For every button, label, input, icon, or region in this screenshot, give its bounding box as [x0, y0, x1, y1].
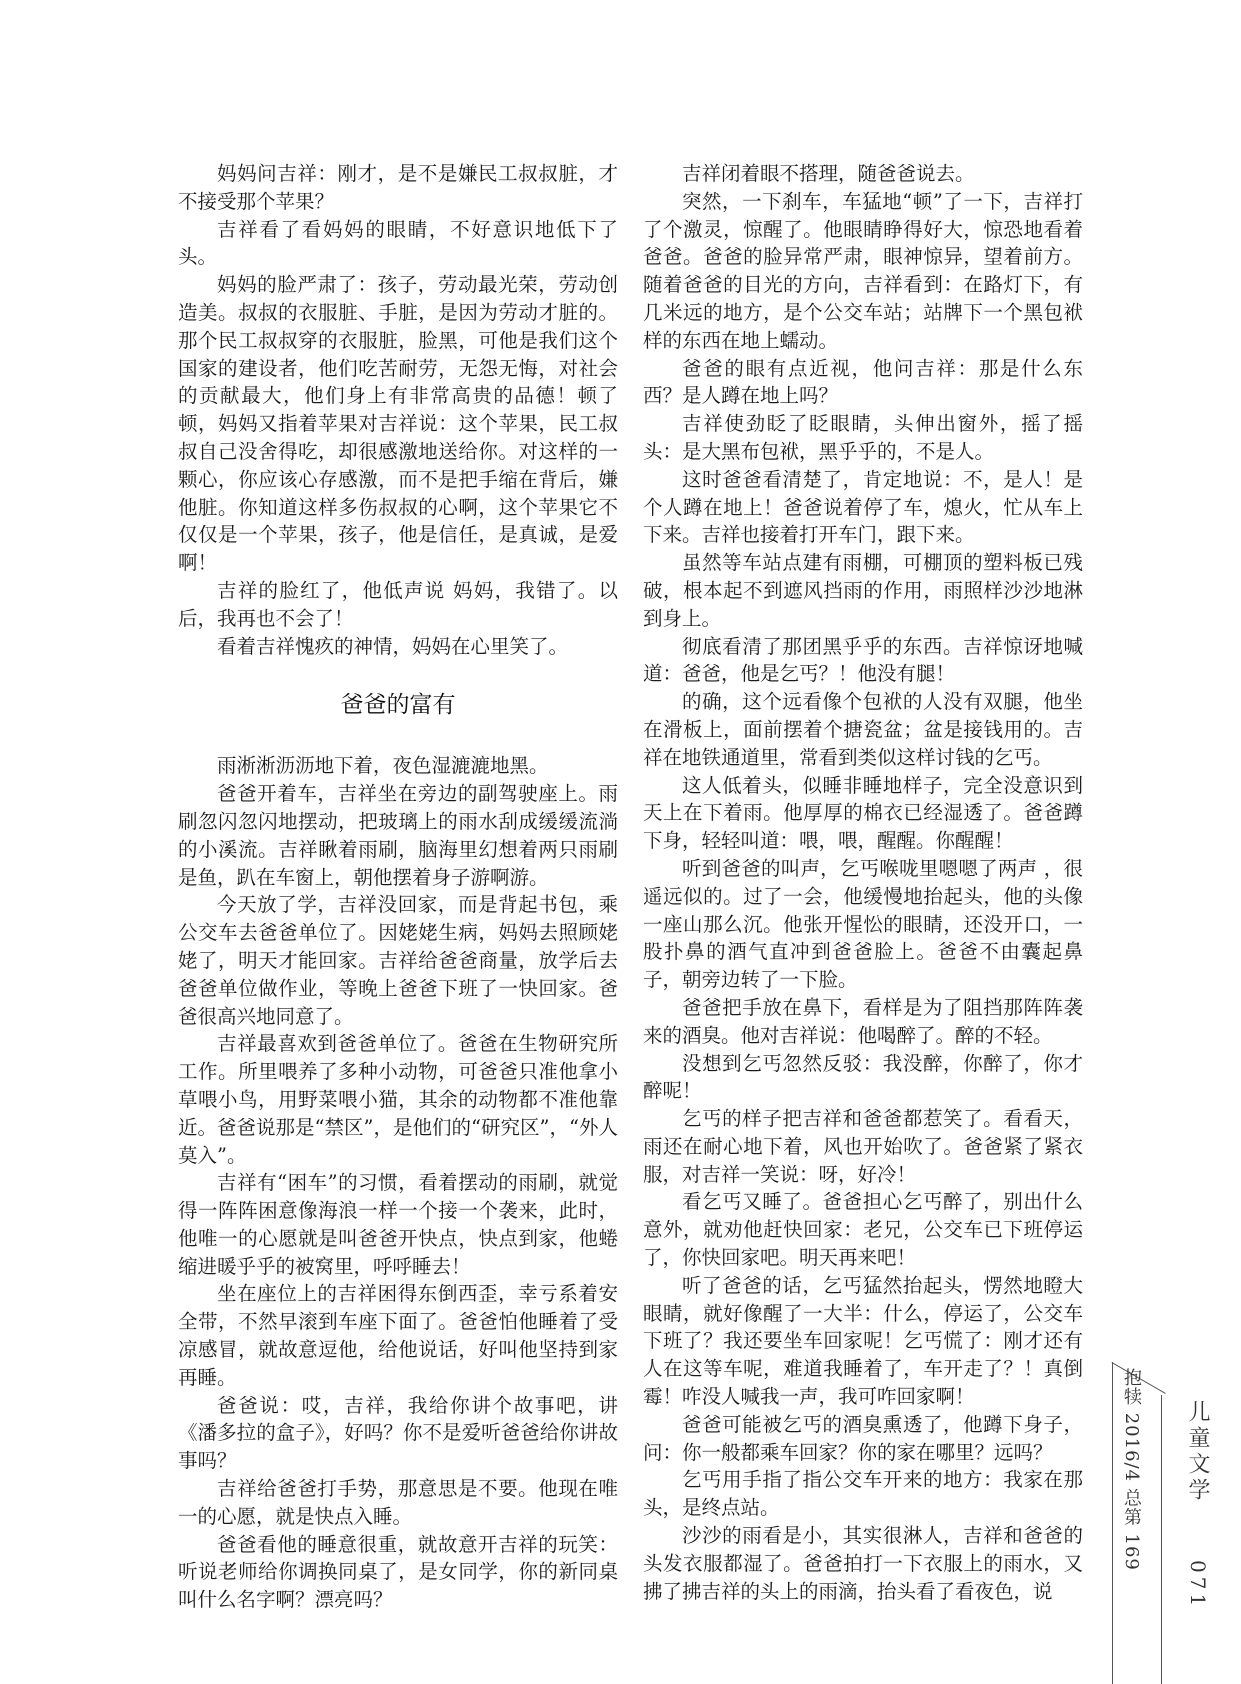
paragraph: 听了爸爸的话，乞丐猛然抬起头，愣然地瞪大眼睛，就好像醒了一大半：什么，停运了，公交车下班了？我还要坐车回家呢！乞丐慌了：刚才还有人在这等车呢，难道我睡着了，车开走了？！真倒霉！咋没人喊我一声，我可咋回家啊！ — [643, 1273, 1083, 1409]
paragraph: 雨淅淅沥沥地下着，夜色湿漉漉地黑。 — [217, 754, 549, 778]
paragraph: 这人低着头，似睡非睡地样子，完全没意识到天上在下着雨。他厚厚的棉衣已经湿透了。爸爸蹲下身，轻轻叫道：喂，喂，醒醒。你醒醒！ — [643, 773, 1083, 853]
paragraph: 爸爸说：哎，吉祥，我给你讲个故事吧，讲《潘多拉的盒子》，好吗？你不是爱听爸爸给你讲故事吗？ — [178, 1393, 618, 1473]
magazine-section-title: 儿童文学 — [1185, 1400, 1210, 1504]
story-ending-section — [178, 160, 618, 660]
paragraph: 彻底看清了那团黑乎乎的东西。吉祥惊讶地喊道：爸爸，他是乞丐？！他没有腿！ — [643, 634, 1083, 686]
paragraph: 看乞丐又睡了。爸爸担心乞丐醉了，别出什么意外，就劝他赶快回家：老兄，公交车已下班停运了，你快回家吧。明天再来吧！ — [643, 1190, 1083, 1270]
paragraph: 吉祥闭着眼不搭理，随爸爸说去。 — [682, 162, 975, 185]
left-column — [178, 160, 618, 1614]
story-body-section — [178, 752, 618, 1614]
paragraph: 吉祥使劲眨了眨眼睛，头伸出窗外，摇了摇头：是大黑布包袱，黑乎乎的，不是人。 — [643, 412, 1083, 463]
paragraph: 吉祥给爸爸打手势，那意思是不要。他现在唯一的心愿，就是快点入睡。 — [178, 1477, 618, 1528]
paragraph: 今天放了学，吉祥没回家，而是背起书包，乘公交车去爸爸单位了。因姥姥生病，妈妈去照顾姥姥了，明天才能回家。吉祥给爸爸商量，放学后去爸爸单位做作业，等晚上爸爸下班了一快回家。爸爸很高兴地同意了。 — [178, 893, 618, 1028]
paragraph: 虽然等车站点建有雨棚，可棚顶的塑料板已残破，根本起不到遮风挡雨的作用，雨照样沙沙地淋到身上。 — [643, 551, 1083, 630]
folio-divider — [1161, 1395, 1162, 1684]
paragraph: 吉祥最喜欢到爸爸单位了。爸爸在生物研究所工作。所里喂养了多种小动物，可爸爸只准他拿小草喂小鸟，用野菜喂小猫，其余的动物都不准他靠近。爸爸说那是“禁区”，是他们的“研究区”，“外人莫入”。 — [178, 1032, 618, 1167]
folio-divider — [1112, 1362, 1113, 1684]
paragraph: 突然，一下刹车，车猛地“顿”了一下，吉祥打了个激灵，惊醒了。他眼睛睁得好大，惊恐地看着爸爸。爸爸的脸异常严肃，眼神惊异，望着前方。随着爸爸的目光的方向，吉祥看到：在路灯下，有几米远的地方，是个公交车站；站牌下一个黑包袱样的东西在地上蠕动。 — [643, 189, 1083, 352]
paragraph: 爸爸的眼有点近视，他问吉祥：那是什么东西？是人蹲在地上吗？ — [643, 356, 1083, 408]
paragraph: 沙沙的雨看是小，其实很淋人，吉祥和爸爸的头发衣服都湿了。爸爸拍打一下衣服上的雨水，又拂了拂吉祥的头上的雨滴，抬头看了看夜色，说 — [643, 1524, 1083, 1603]
paragraph: 妈妈的脸严肃了：孩子，劳动最光荣，劳动创造美。叔叔的衣服脏、手脏，是因为劳动才脏的。那个民工叔叔穿的衣服脏，脸黑，可他是我们这个国家的建设者，他们吃苦耐劳，无怨无悔，对社会的贡献最大，他们身上有非常高贵的品德！顿了顿，妈妈又指着苹果对吉祥说：这个苹果，民工叔叔自己没舍得吃，却很感激地送给你。对这样的一颗心，你应该心存感激，而不是把手缩在背后，嫌他脏。你知道这样多伤叔叔的心啊，这个苹果它不仅仅是一个苹果，孩子，他是信任，是真诚，是爱啊！ — [178, 273, 618, 575]
paragraph: 吉祥有“困车”的习惯，看着摆动的雨刷，就觉得一阵阵困意像海浪一样一个接一个袭来，此时，他唯一的心愿就是叫爸爸开快点，快点到家，他蜷缩进暖乎乎的被窝里，呼呼睡去！ — [178, 1171, 618, 1278]
paragraph: 这时爸爸看清楚了，肯定地说：不，是人！是个人蹲在地上！爸爸说着停了车，熄火，忙从车上下来。吉祥也接着打开车门，跟下来。 — [643, 467, 1083, 547]
paragraph: 乞丐的样子把吉祥和爸爸都惹笑了。看看天，雨还在耐心地下着，风也开始吹了。爸爸紧了紧衣服，对吉祥一笑说：呀，好冷！ — [643, 1107, 1083, 1186]
paragraph: 乞丐用手指了指公交车开来的地方：我家在那头，是终点站。 — [643, 1468, 1083, 1520]
paragraph: 看着吉祥愧疚的神情，妈妈在心里笑了。 — [217, 634, 569, 658]
paragraph: 听到爸爸的叫声，乞丐喉咙里嗯嗯了两声 ，很遥远似的。过了一会，他缓慢地抬起头，他的头像一座山那么沉。他张开惺忪的眼睛，还没开口，一股扑鼻的酒气直冲到爸爸脸上。爸爸不由囊起鼻子，朝旁边转了一下脸。 — [643, 856, 1083, 992]
paragraph: 吉祥看了看妈妈的眼睛，不好意识地低下了头。 — [178, 217, 618, 269]
paragraph: 没想到乞丐忽然反驳：我没醉，你醉了，你才醉呢！ — [643, 1051, 1083, 1103]
issue-info: 抱犊 2016/4 总第 169 — [1121, 1368, 1142, 1571]
paragraph: 爸爸开着车，吉祥坐在旁边的副驾驶座上。雨刷忽闪忽闪地摆动，把玻璃上的雨水刮成缓缓流淌的小溪流。吉祥瞅着雨刷，脑海里幻想着两只雨刷是鱼，趴在车窗上，朝他摆着身子游啊游。 — [178, 782, 618, 889]
paragraph: 坐在座位上的吉祥困得东倒西歪，幸亏系着安全带，不然早滚到车座下面了。爸爸怕他睡着了受凉感冒，就故意逗他，给他说话，好叫他坚持到家再睡。 — [178, 1282, 618, 1389]
right-column — [643, 160, 1083, 1605]
paragraph: 爸爸把手放在鼻下，看样是为了阻挡那阵阵袭来的酒臭。他对吉祥说：他喝醉了。醉的不轻。 — [643, 995, 1083, 1047]
story-title: 爸爸的富有 — [340, 692, 456, 719]
paragraph: 妈妈问吉祥：刚才，是不是嫌民工叔叔脏，才不接受那个苹果？ — [178, 162, 618, 213]
paragraph: 的确，这个远看像个包袱的人没有双腿，他坐在滑板上，面前摆着个搪瓷盆；盆是接钱用的。吉祥在地铁通道里，常看到类似这样讨钱的乞丐。 — [643, 690, 1083, 769]
paragraph: 爸爸看他的睡意很重，就故意开吉祥的玩笑：听说老师给你调换同桌了，是女同学，你的新同桌叫什么名字啊？漂亮吗？ — [178, 1532, 618, 1612]
page-number: 071 — [1186, 1560, 1210, 1611]
paragraph: 爸爸可能被乞丐的酒臭熏透了，他蹲下身子，问：你一般都乘车回家？你的家在哪里？远吗？ — [643, 1412, 1083, 1464]
paragraph: 吉祥的脸红了，他低声说 妈妈，我错了。以后，我再也不会了！ — [178, 578, 618, 630]
